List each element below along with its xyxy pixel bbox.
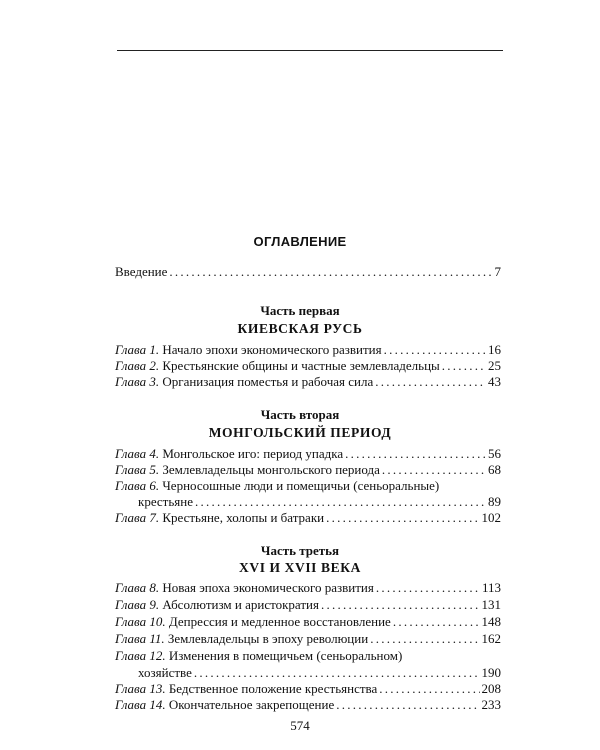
part-1-title: КИЕВСКАЯ РУСЬ [237, 321, 363, 336]
part-2-label: Часть вторая [260, 407, 340, 422]
page-number: 25 [488, 358, 501, 373]
part-3-title: XVI И XVII ВЕКА [239, 560, 361, 575]
toc-entry-chapter-10[interactable] [115, 614, 501, 630]
dot-leader [375, 374, 486, 390]
entry-title-cont: хозяйстве [138, 665, 192, 680]
page-number: 190 [481, 665, 501, 680]
chapter-prefix: Глава 10. [115, 614, 166, 629]
dot-leader [326, 510, 479, 526]
entry-title: Организация поместья и рабочая сила [162, 374, 374, 389]
dot-leader [169, 264, 492, 280]
entry-title: Крестьянские общины и частные землевладельцы [162, 358, 440, 373]
toc-entry-chapter-13[interactable] [115, 681, 501, 697]
page-number: 113 [481, 580, 501, 595]
page-number: 131 [481, 597, 501, 612]
page-number: 16 [488, 342, 501, 357]
entry-title-cont: крестьяне [138, 494, 193, 509]
dot-leader [321, 597, 480, 613]
toc-entry-chapter-12[interactable] [115, 648, 501, 664]
toc-entry-chapter-7[interactable] [115, 510, 501, 526]
entry-title: Землевладельцы в эпоху революции [167, 631, 369, 646]
entry-title: Черносошные люди и помещичьи (сеньоральные) [162, 478, 440, 493]
page-number: 68 [488, 462, 501, 477]
entry-title: Изменения в помещичьем (сеньоральном) [168, 648, 403, 663]
toc-entry-chapter-11[interactable] [115, 631, 501, 647]
entry-title: Начало эпохи экономического развития [162, 342, 382, 357]
dot-leader [442, 358, 486, 374]
entry-title: Крестьяне, холопы и батраки [162, 510, 325, 525]
page-number: 208 [481, 681, 501, 696]
chapter-prefix: Глава 2. [115, 358, 160, 373]
dot-leader [194, 665, 480, 681]
toc-entry-intro[interactable] [115, 264, 501, 280]
chapter-prefix: Глава 9. [115, 597, 160, 612]
part-3-label: Часть третья [260, 543, 340, 558]
header-rule [117, 50, 503, 51]
entry-title: Новая эпоха экономического развития [162, 580, 374, 595]
chapter-prefix: Глава 5. [115, 462, 160, 477]
toc-entry-chapter-1[interactable] [115, 342, 501, 358]
page-number: 148 [481, 614, 501, 629]
toc-entry-chapter-5[interactable] [115, 462, 501, 478]
toc-entry-chapter-14[interactable] [115, 697, 501, 713]
chapter-prefix: Глава 7. [115, 510, 160, 525]
toc-entry-chapter-3[interactable] [115, 374, 501, 390]
entry-title: Бедственное положение крестьянства [168, 681, 378, 696]
entry-title: Землевладельцы монгольского периода [162, 462, 380, 477]
entry-title: Введение [115, 264, 168, 279]
page-number: 43 [488, 374, 501, 389]
chapter-prefix: Глава 4. [115, 446, 160, 461]
dot-leader [382, 462, 486, 478]
toc-entry-chapter-8[interactable] [115, 580, 501, 596]
chapter-prefix: Глава 11. [115, 631, 165, 646]
chapter-prefix: Глава 1. [115, 342, 160, 357]
entry-title: Окончательное закрепощение [168, 697, 335, 712]
entry-title: Абсолютизм и аристократия [162, 597, 319, 612]
dot-leader [393, 614, 480, 630]
toc-title: ОГЛАВЛЕНИЕ [253, 234, 347, 249]
chapter-prefix: Глава 8. [115, 580, 160, 595]
chapter-prefix: Глава 3. [115, 374, 160, 389]
chapter-prefix: Глава 14. [115, 697, 166, 712]
toc-entry-chapter-6-cont[interactable] [138, 494, 501, 510]
toc-entry-chapter-9[interactable] [115, 597, 501, 613]
page-number: 102 [481, 510, 501, 525]
dot-leader [345, 446, 486, 462]
dot-leader [379, 681, 479, 697]
toc-entry-chapter-4[interactable] [115, 446, 501, 462]
chapter-prefix: Глава 12. [115, 648, 166, 663]
dot-leader [336, 697, 479, 713]
page-folio: 574 [290, 718, 310, 733]
page-number: 89 [488, 494, 501, 509]
page-number: 162 [481, 631, 501, 646]
part-1-label: Часть первая [260, 303, 340, 318]
chapter-prefix: Глава 6. [115, 478, 160, 493]
page-number: 233 [481, 697, 501, 712]
dot-leader [376, 580, 480, 596]
toc-entry-chapter-12-cont[interactable] [138, 665, 501, 681]
toc-entry-chapter-2[interactable] [115, 358, 501, 374]
dot-leader [370, 631, 479, 647]
page-number: 7 [494, 264, 501, 279]
entry-title: Депрессия и медленное восстановление [168, 614, 391, 629]
dot-leader [384, 342, 486, 358]
toc-entry-chapter-6[interactable] [115, 478, 501, 494]
chapter-prefix: Глава 13. [115, 681, 166, 696]
dot-leader [195, 494, 486, 510]
part-2-title: МОНГОЛЬСКИЙ ПЕРИОД [208, 425, 392, 440]
entry-title: Монгольское иго: период упадка [162, 446, 344, 461]
page-number: 56 [488, 446, 501, 461]
